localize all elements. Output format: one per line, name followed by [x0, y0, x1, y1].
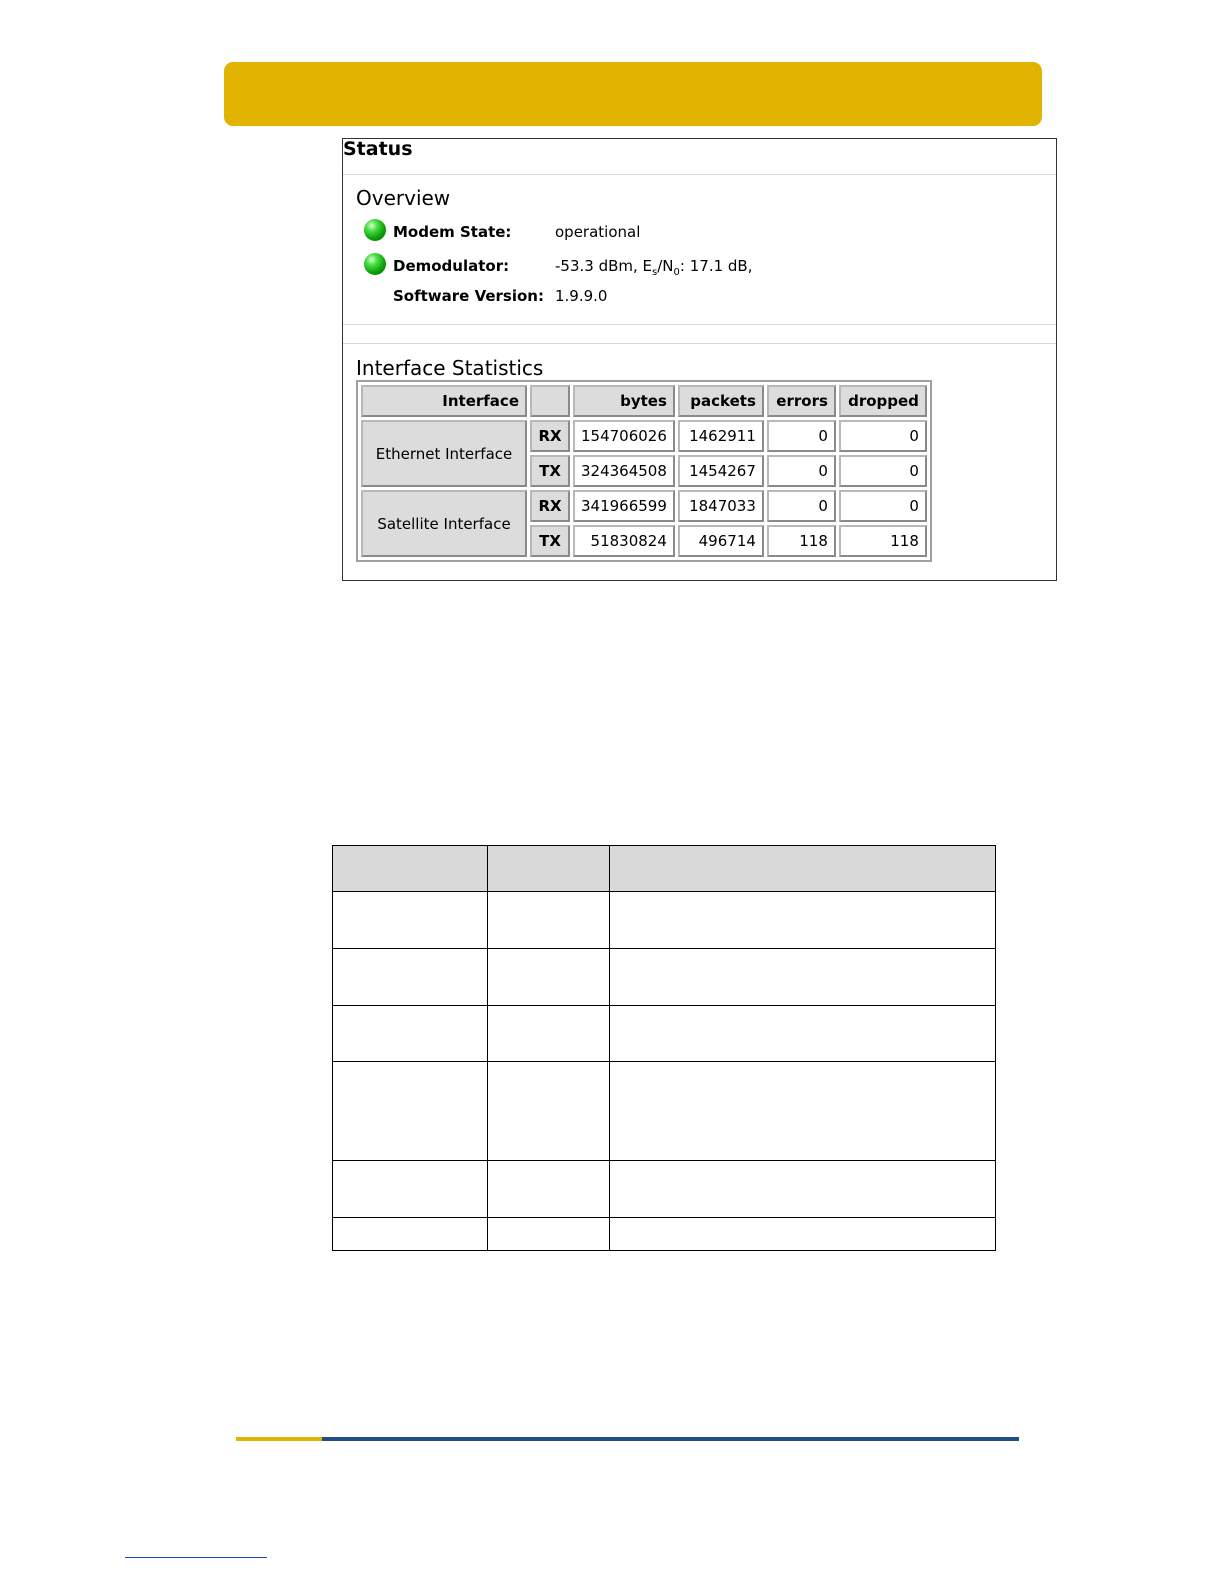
- table-cell: [333, 1161, 488, 1218]
- divider: [343, 174, 1056, 175]
- bytes-cell: 324364508: [573, 455, 675, 487]
- bytes-cell: 154706026: [573, 420, 675, 452]
- packets-cell: 496714: [678, 525, 764, 557]
- packets-cell: 1462911: [678, 420, 764, 452]
- column-header-interface: Interface: [361, 385, 527, 417]
- table-cell: [610, 949, 996, 1006]
- demodulator-label: Demodulator:: [393, 257, 510, 275]
- table-cell: [333, 892, 488, 949]
- table-cell: [333, 846, 488, 892]
- dropped-cell: 0: [839, 455, 927, 487]
- footer-link-underline[interactable]: [125, 1557, 267, 1558]
- table-row: [333, 892, 996, 949]
- bytes-cell: 51830824: [573, 525, 675, 557]
- table-cell: [333, 949, 488, 1006]
- table-cell: [610, 1006, 996, 1062]
- modem-state-value: operational: [555, 223, 641, 241]
- table-cell: [610, 846, 996, 892]
- table-cell: [333, 1218, 488, 1251]
- table-row: [333, 1006, 996, 1062]
- column-header-dropped: dropped: [839, 385, 927, 417]
- packets-cell: 1847033: [678, 490, 764, 522]
- bytes-cell: 341966599: [573, 490, 675, 522]
- modem-state-status-icon: [364, 219, 386, 241]
- table-cell: [488, 1161, 610, 1218]
- table-cell: [610, 1062, 996, 1161]
- column-header-direction: [530, 385, 570, 417]
- demodulator-status-icon: [364, 253, 386, 275]
- table-row: [333, 1062, 996, 1161]
- dropped-cell: 0: [839, 490, 927, 522]
- interface-name-cell: Ethernet Interface: [361, 420, 527, 487]
- table-cell: [610, 1218, 996, 1251]
- software-version-label: Software Version:: [393, 287, 544, 305]
- packets-cell: 1454267: [678, 455, 764, 487]
- interface-name-cell: Satellite Interface: [361, 490, 527, 557]
- document-table: [332, 845, 996, 1251]
- interface-statistics-table: [356, 380, 932, 562]
- status-title: Status: [343, 138, 413, 160]
- column-header-bytes: bytes: [573, 385, 675, 417]
- footer-rule-gold: [236, 1437, 322, 1441]
- table-cell: [488, 1218, 610, 1251]
- direction-cell: RX: [530, 420, 570, 452]
- header-band: [224, 62, 1042, 126]
- status-panel: [342, 138, 1057, 581]
- dropped-cell: 0: [839, 420, 927, 452]
- table-cell: [610, 892, 996, 949]
- errors-cell: 0: [767, 420, 836, 452]
- table-row: [333, 1218, 996, 1251]
- modem-state-label: Modem State:: [393, 223, 512, 241]
- table-cell: [333, 1062, 488, 1161]
- footer-rule-blue: [322, 1437, 1019, 1441]
- table-row: [361, 420, 927, 452]
- table-header-row: [333, 846, 996, 892]
- column-header-packets: packets: [678, 385, 764, 417]
- table-cell: [488, 892, 610, 949]
- table-cell: [488, 846, 610, 892]
- interface-statistics-heading: Interface Statistics: [356, 356, 544, 380]
- divider: [343, 343, 1056, 344]
- overview-heading: Overview: [356, 186, 451, 210]
- table-cell: [488, 1062, 610, 1161]
- table-cell: [333, 1006, 488, 1062]
- demodulator-value: -53.3 dBm, $E_s/N_0$: 17.1 dB,: [555, 257, 753, 278]
- direction-cell: TX: [530, 525, 570, 557]
- direction-cell: RX: [530, 490, 570, 522]
- direction-cell: TX: [530, 455, 570, 487]
- table-row: [361, 490, 927, 522]
- table-cell: [488, 949, 610, 1006]
- table-row: [333, 1161, 996, 1218]
- table-row: [333, 949, 996, 1006]
- software-version-value: 1.9.9.0: [555, 287, 608, 305]
- dropped-cell: 118: [839, 525, 927, 557]
- table-header-row: [361, 385, 927, 417]
- errors-cell: 0: [767, 490, 836, 522]
- errors-cell: 118: [767, 525, 836, 557]
- table-cell: [488, 1006, 610, 1062]
- column-header-errors: errors: [767, 385, 836, 417]
- divider: [343, 324, 1056, 325]
- table-cell: [610, 1161, 996, 1218]
- errors-cell: 0: [767, 455, 836, 487]
